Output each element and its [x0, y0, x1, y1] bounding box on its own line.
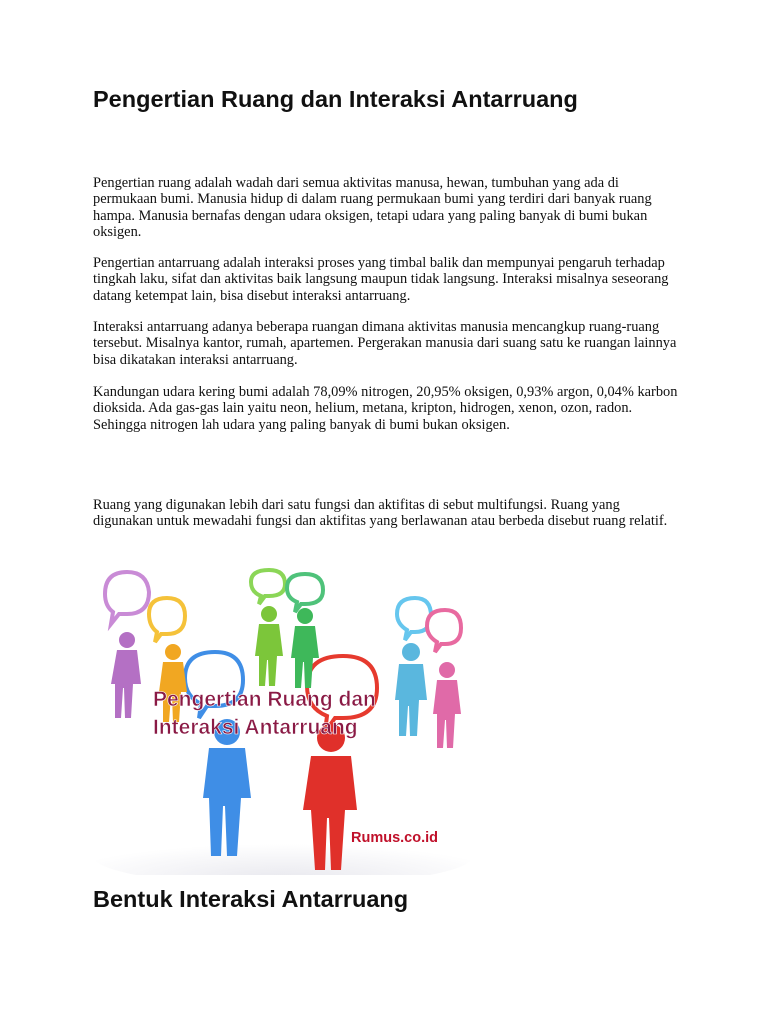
paragraph-ruang: Pengertian ruang adalah wadah dari semua aktivitas manusa, hewan, tumbuhan yang ada di permukaan bumi. Manusia hidup di dalam ruang permukaan bumi yang terdiri dari banyak ruang hampa. Manusia bernafas dengan udara oksigen, tetapi udara yang paling banyak di bumi bukan oksigen. [93, 175, 652, 241]
illustration-caption-line2: Interaksi Antarruang [153, 716, 358, 739]
paragraph-antarruang: Pengertian antarruang adalah interaksi proses yang timbal balik dan mempunyai pengaruh terhadap tingkah laku, sifat dan aktivitas baik langsung maupun tidak langsung. Interaksi misalnya seseorang datang ketempat lain, bisa disebut interaksi antarruang. [93, 255, 669, 304]
people-speech-bubbles-image [93, 566, 472, 875]
illustration-watermark: Rumus.co.id [351, 830, 439, 846]
paragraph-multifungsi: Ruang yang digunakan lebih dari satu fungsi dan aktifitas di sebut multifungsi. Ruang yang digunakan untuk mewadahi fungsi dan aktifitas yang berlawanan atau berbeda disebut ruang relatif. [93, 497, 668, 530]
article-illustration [93, 566, 472, 875]
section-title: Bentuk Interaksi Antarruang [93, 886, 409, 912]
paragraph-kandungan-udara: Kandungan udara kering bumi adalah 78,09% nitrogen, 20,95% oksigen, 0,93% argon, 0,04% karbon dioksida. Ada gas-gas lain yaitu neon, helium, metana, kripton, hidrogen, xenon, ozon, radon. Sehingga nitrogen lah udara yang paling banyak di bumi bukan oksigen. [93, 384, 678, 433]
page-title: Pengertian Ruang dan Interaksi Antarruang [93, 86, 578, 112]
paragraph-interaksi: Interaksi antarruang adanya beberapa ruangan dimana aktivitas manusia mencangkup ruang-ruang tersebut. Misalnya kantor, rumah, apartemen. Pergerakan manusia dari suang satu ke ruangan lainnya bisa dikatakan interaksi antarruang. [93, 319, 677, 368]
illustration-caption-line1: Pengertian Ruang dan [153, 688, 376, 711]
